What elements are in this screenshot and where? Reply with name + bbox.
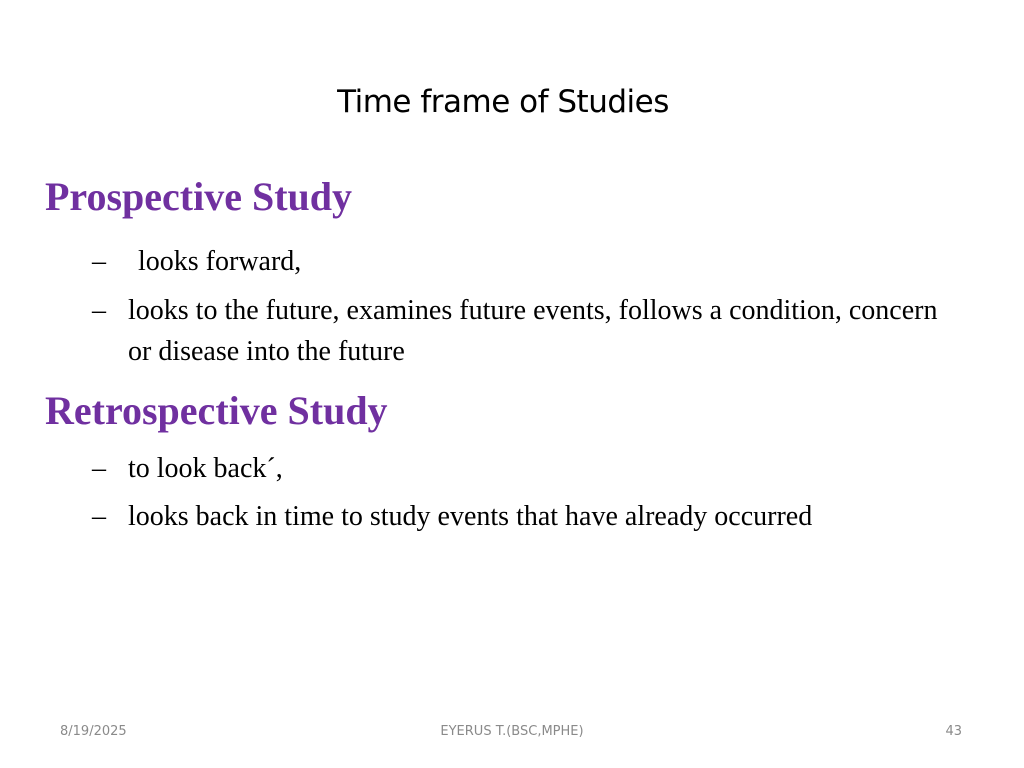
heading-prospective-study: Prospective Study	[45, 174, 353, 219]
bullet-text: looks back in time to study events that have already occurred	[128, 501, 813, 532]
bullet-item	[92, 290, 952, 372]
heading-retrospective-study: Retrospective Study	[45, 388, 388, 433]
bullet-dash: –	[92, 295, 106, 326]
bullet-item	[92, 241, 952, 282]
footer-page-number: 43	[945, 724, 962, 739]
bullet-text: looks forward,	[138, 246, 302, 277]
bullet-item	[92, 496, 952, 537]
bullet-dash: –	[92, 501, 106, 532]
bullet-text: looks to the future, examines future events, follows a condition, concern or disease into the future	[128, 295, 938, 367]
bullet-item	[92, 448, 952, 489]
footer-author: EYERUS T.(BSC,MPHE)	[440, 724, 584, 739]
footer-date: 8/19/2025	[60, 724, 127, 739]
slide-title: Time frame of Studies	[337, 84, 669, 120]
bullet-text: to look back´,	[128, 453, 283, 484]
bullet-dash: –	[92, 453, 106, 484]
bullet-dash: –	[92, 246, 106, 277]
